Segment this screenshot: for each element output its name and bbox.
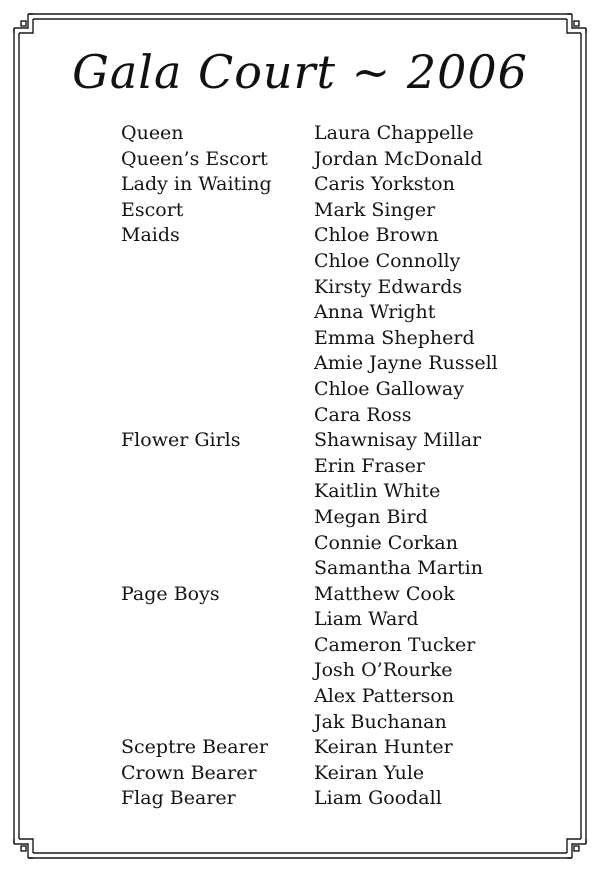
person-name: Chloe Galloway bbox=[314, 377, 464, 400]
role-label: Page Boys bbox=[121, 582, 220, 605]
person-name: Caris Yorkston bbox=[314, 173, 455, 196]
person-name: Keiran Yule bbox=[314, 761, 425, 784]
person-name: Anna Wright bbox=[314, 301, 436, 324]
role-label: Flower Girls bbox=[121, 429, 241, 452]
roster-row bbox=[121, 684, 521, 710]
person-name: Liam Goodall bbox=[314, 787, 442, 810]
person-name: Connie Corkan bbox=[314, 531, 458, 554]
roster-row bbox=[121, 454, 521, 480]
roster-row bbox=[121, 786, 521, 812]
roster-row bbox=[121, 172, 521, 198]
person-name: Jak Buchanan bbox=[314, 710, 447, 733]
roster-row bbox=[121, 735, 521, 761]
person-name: Keiran Hunter bbox=[314, 736, 453, 759]
roster-row bbox=[121, 531, 521, 557]
person-name: Jordan McDonald bbox=[314, 147, 483, 170]
roster-row bbox=[121, 479, 521, 505]
roster-row bbox=[121, 658, 521, 684]
roster-row bbox=[121, 710, 521, 736]
person-name: Mark Singer bbox=[314, 198, 436, 221]
roster-row bbox=[121, 147, 521, 173]
roster-row bbox=[121, 582, 521, 608]
roster-row bbox=[121, 275, 521, 301]
person-name: Megan Bird bbox=[314, 505, 428, 528]
person-name: Chloe Connolly bbox=[314, 249, 461, 272]
roster-row bbox=[121, 300, 521, 326]
person-name: Liam Ward bbox=[314, 608, 419, 631]
roster-row bbox=[121, 556, 521, 582]
roster-row bbox=[121, 761, 521, 787]
person-name: Cara Ross bbox=[314, 403, 412, 426]
roster-row bbox=[121, 633, 521, 659]
roster-row bbox=[121, 198, 521, 224]
roster-row bbox=[121, 249, 521, 275]
person-name: Erin Fraser bbox=[314, 454, 425, 477]
person-name: Shawnisay Millar bbox=[314, 429, 482, 452]
person-name: Kirsty Edwards bbox=[314, 275, 463, 298]
roster-row bbox=[121, 403, 521, 429]
person-name: Kaitlin White bbox=[314, 480, 441, 503]
roster-row bbox=[121, 428, 521, 454]
roster-row bbox=[121, 377, 521, 403]
role-label: Lady in Waiting bbox=[121, 173, 272, 196]
role-label: Queen’s Escort bbox=[121, 147, 268, 170]
person-name: Josh O’Rourke bbox=[314, 659, 453, 682]
role-label: Escort bbox=[121, 198, 184, 221]
role-label: Sceptre Bearer bbox=[121, 736, 269, 759]
roster-row bbox=[121, 326, 521, 352]
person-name: Matthew Cook bbox=[314, 582, 455, 605]
person-name: Amie Jayne Russell bbox=[314, 352, 498, 375]
person-name: Emma Shepherd bbox=[314, 326, 475, 349]
roster-row bbox=[121, 607, 521, 633]
person-name: Cameron Tucker bbox=[314, 633, 476, 656]
role-label: Flag Bearer bbox=[121, 787, 236, 810]
role-label: Crown Bearer bbox=[121, 761, 257, 784]
role-label: Maids bbox=[121, 224, 180, 247]
person-name: Chloe Brown bbox=[314, 224, 439, 247]
person-name: Laura Chappelle bbox=[314, 122, 474, 144]
roster-row bbox=[121, 121, 521, 147]
page-title: Gala Court ~ 2006 bbox=[72, 45, 528, 99]
person-name: Alex Patterson bbox=[314, 685, 455, 708]
roster-row bbox=[121, 223, 521, 249]
court-roster bbox=[121, 121, 521, 812]
person-name: Samantha Martin bbox=[314, 557, 483, 580]
roster-row bbox=[121, 505, 521, 531]
role-label: Queen bbox=[121, 122, 184, 144]
roster-row bbox=[121, 351, 521, 377]
